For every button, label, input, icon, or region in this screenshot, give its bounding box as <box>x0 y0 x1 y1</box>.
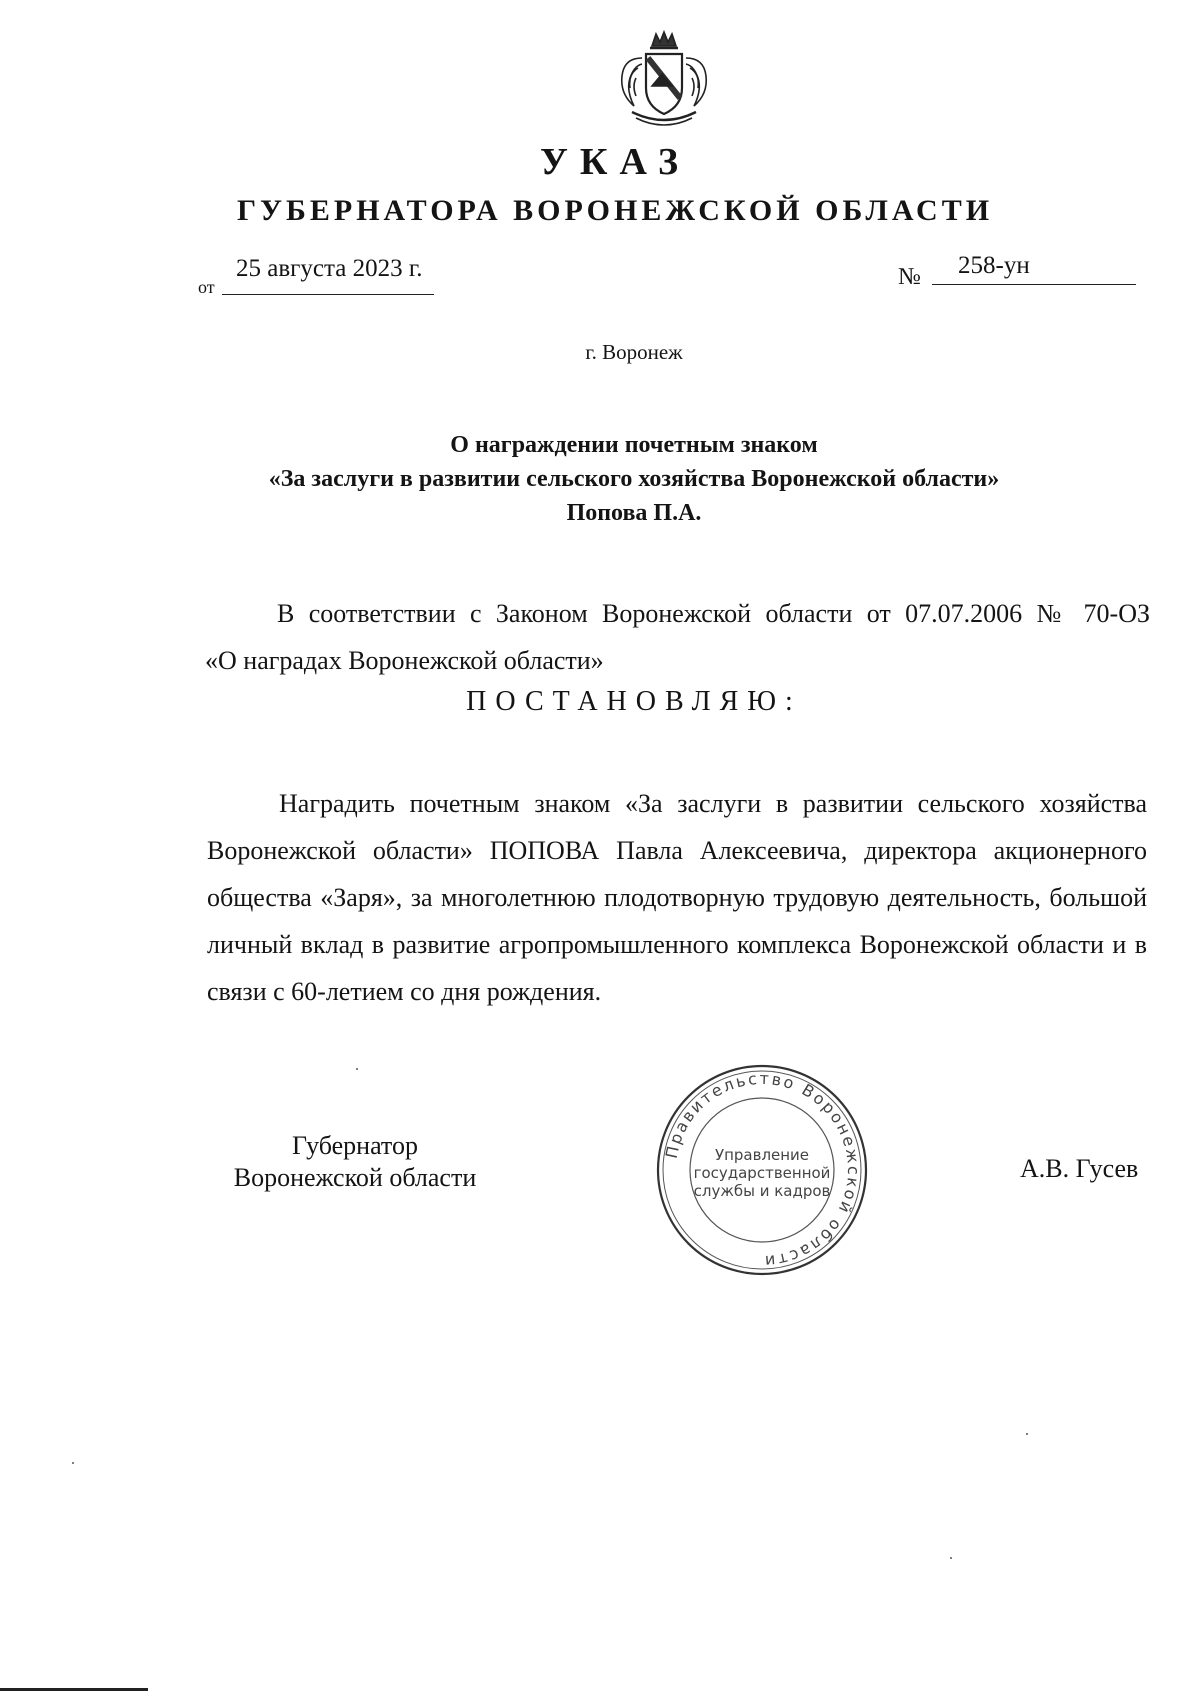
decree-body: Наградить почетным знаком «За заслуги в развитии сельского хозяйства Воронежской области» ПОПОВА Павла Алексеевича, директора акционерного общества «Заря», за многолетнюю плодотворную трудовую деятельность, большой личный вклад в развитие агропромышленного комплекса Воронежской области и в связи с 60-летием со дня рождения. <box>207 789 1147 1006</box>
date-prefix: от <box>198 277 215 297</box>
date-value: 25 августа 2023 г. <box>236 255 423 282</box>
scan-edge-line <box>0 1688 148 1691</box>
number-field <box>898 252 1138 294</box>
document-title: УКАЗ <box>540 141 690 183</box>
number-value: 258-ун <box>958 252 1030 279</box>
coat-of-arms-icon <box>612 28 716 130</box>
scan-speck <box>72 1462 74 1464</box>
basis-line-2: «О наградах Воронежской области» <box>205 646 604 675</box>
signatory-name: А.В. Гусев <box>1020 1154 1139 1183</box>
date-field <box>198 255 438 297</box>
scan-speck <box>950 1557 952 1559</box>
heading-line-1: О награждении почетным знаком <box>450 432 818 458</box>
city: г. Воронеж <box>585 340 683 364</box>
seal-center-line-3: службы и кадров <box>693 1182 831 1200</box>
scan-speck <box>1026 1433 1028 1435</box>
date-underline <box>222 294 434 295</box>
heading-line-3: Попова П.А. <box>566 500 702 526</box>
position-line-1: Губернатор <box>292 1131 418 1160</box>
document-issuer: ГУБЕРНАТОРА ВОРОНЕЖСКОЙ ОБЛАСТИ <box>236 194 994 227</box>
seal-ring-text: Правительство Воронежской области <box>661 1068 864 1272</box>
signatory-position <box>210 1130 500 1194</box>
official-seal <box>654 1062 870 1278</box>
heading-line-2: «За заслуги в развитии сельского хозяйства Воронежской области» <box>268 466 1000 492</box>
decree-heading <box>0 428 1200 530</box>
decree-word: ПОСТАНОВЛЯЮ: <box>466 686 802 717</box>
seal-center-line-2: государственной <box>693 1164 831 1182</box>
seal-center-line-1: Управление <box>714 1146 810 1164</box>
legal-basis <box>205 590 1150 684</box>
number-prefix: № <box>898 264 921 290</box>
position-line-2: Воронежской области <box>233 1163 477 1192</box>
basis-line-1: В соответствии с Законом Воронежской области от 07.07.2006 № 70-ОЗ <box>277 599 1150 628</box>
number-underline <box>932 284 1136 285</box>
scan-speck <box>356 1068 358 1070</box>
